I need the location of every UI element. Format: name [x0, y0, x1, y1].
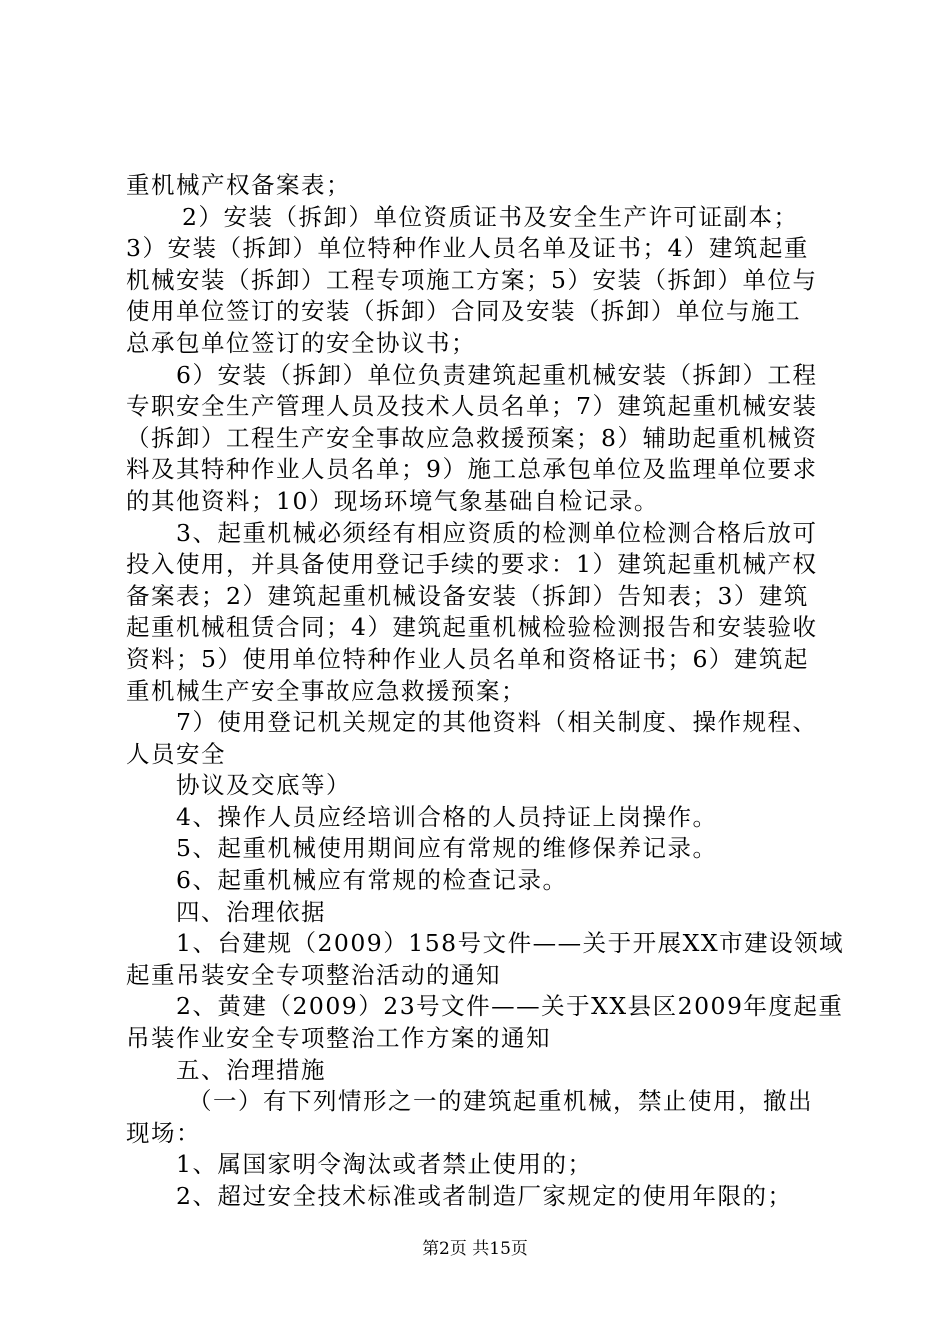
text-line: 起重机械租赁合同；4）建筑起重机械检验检测报告和安装验收 [126, 613, 818, 642]
text-line: 6）安装（拆卸）单位负责建筑起重机械安装（拆卸）工程 [176, 360, 818, 389]
document-body [126, 170, 845, 1213]
text-line: 重机械产权备案表； [126, 171, 351, 199]
section-heading: 四、治理依据 [176, 897, 326, 926]
text-line: 1、属国家明令淘汰或者禁止使用的； [176, 1150, 593, 1179]
text-line: （一）有下列情形之一的建筑起重机械，禁止使用，撤出 [188, 1087, 813, 1116]
text-line: 6、起重机械应有常规的检查记录。 [176, 866, 568, 895]
text-line: 起重吊装安全专项整治活动的通知 [126, 960, 501, 989]
text-line: 3）安装（拆卸）单位特种作业人员名单及证书；4）建筑起重 [126, 234, 809, 263]
text-line: 投入使用，并具备使用登记手续的要求：1）建筑起重机械产权 [126, 550, 818, 579]
section-heading: 五、治理措施 [176, 1055, 326, 1084]
text-line: 现场： [126, 1118, 201, 1147]
text-line: 5、起重机械使用期间应有常规的维修保养记录。 [176, 834, 718, 863]
text-line: 的其他资料；10）现场环境气象基础自检记录。 [126, 486, 659, 515]
text-line: 使用单位签订的安装（拆卸）合同及安装（拆卸）单位与施工 [126, 297, 801, 326]
text-line: 资料；5）使用单位特种作业人员名单和资格证书；6）建筑起 [126, 644, 809, 673]
text-line: 3、起重机械必须经有相应资质的检测单位检测合格后放可 [176, 518, 818, 547]
text-line: 人员安全 [126, 739, 226, 768]
text-line: 2）安装（拆卸）单位资质证书及安全生产许可证副本； [182, 202, 799, 231]
text-line: 2、超过安全技术标准或者制造厂家规定的使用年限的； [176, 1182, 793, 1210]
text-line: 1、台建规（2009）158号文件——关于开展XX市建设领域 [176, 929, 845, 958]
text-line: 总承包单位签订的安全协议书； [126, 328, 476, 357]
text-line: 重机械生产安全事故应急救援预案； [126, 676, 526, 705]
text-line: 专职安全生产管理人员及技术人员名单；7）建筑起重机械安装 [126, 392, 818, 421]
text-line: 2、黄建（2009）23号文件——关于XX县区2009年度起重 [176, 992, 844, 1021]
text-line: 机械安装（拆卸）工程专项施工方案；5）安装（拆卸）单位与 [126, 265, 818, 294]
text-line: 备案表；2）建筑起重机械设备安装（拆卸）告知表；3）建筑 [126, 581, 809, 610]
text-line: 料及其特种作业人员名单；9）施工总承包单位及监理单位要求 [126, 455, 818, 484]
text-line: 吊装作业安全专项整治工作方案的通知 [126, 1024, 551, 1053]
page-number-footer: 第2页 共15页 [422, 1239, 528, 1259]
text-line: 4、操作人员应经培训合格的人员持证上岗操作。 [176, 802, 718, 831]
text-line: 协议及交底等） [176, 771, 351, 800]
text-line: 7）使用登记机关规定的其他资料（相关制度、操作规程、 [176, 708, 818, 737]
text-line: （拆卸）工程生产安全事故应急救援预案；8）辅助起重机械资 [126, 423, 818, 452]
